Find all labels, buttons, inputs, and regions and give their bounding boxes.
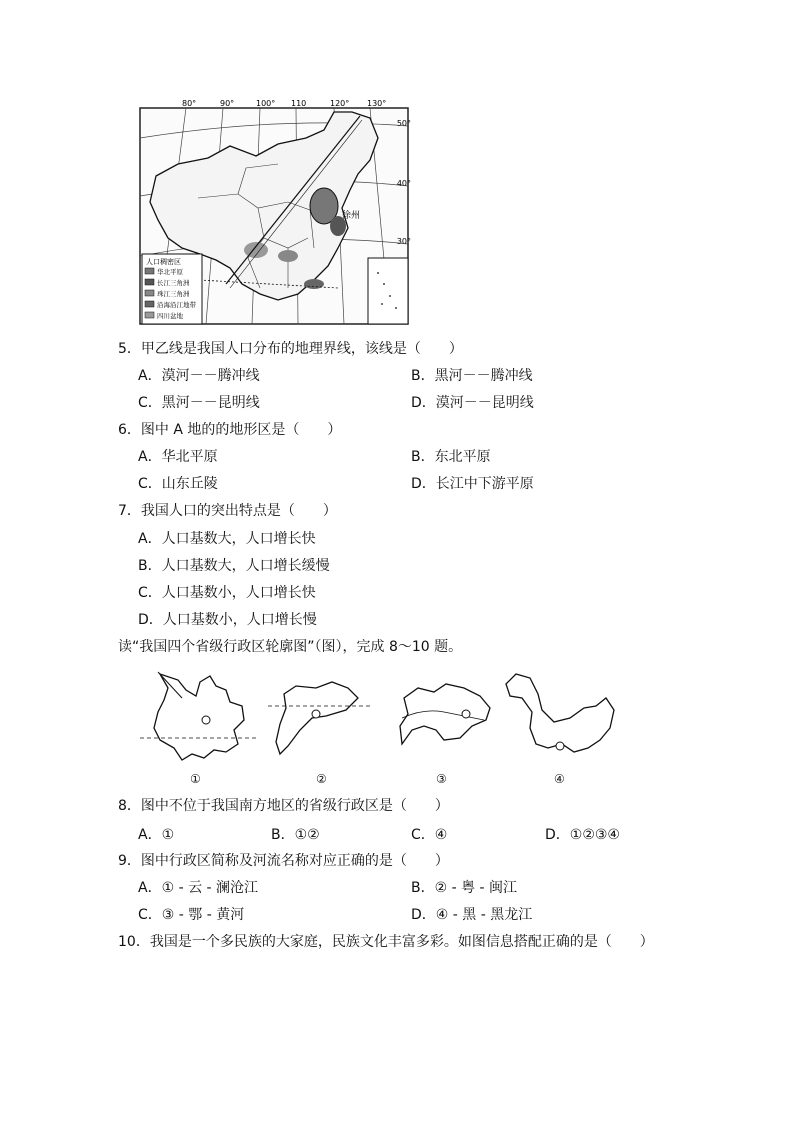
- lon-label-100: 100°: [256, 99, 276, 108]
- lat-label-30: 30°: [396, 237, 411, 246]
- section-intro: 读“我国四个省级行政区轮廓图”（图），完成 8～10 题。: [118, 639, 463, 655]
- q5-option-d[interactable]: D．漠河－－昆明线: [411, 395, 534, 411]
- lat-label-40: 40°: [396, 179, 411, 188]
- q7-stem: 7．我国人口的突出特点是（ ）: [118, 503, 337, 519]
- q8-option-d[interactable]: D．①②③④: [545, 827, 620, 843]
- q6-option-d[interactable]: D．长江中下游平原: [411, 476, 534, 492]
- legend-item-5: 四川盆地: [157, 312, 183, 320]
- province-label-2: ②: [316, 772, 327, 786]
- q9-option-d[interactable]: D．④ - 黑 - 黑龙江: [411, 907, 533, 923]
- place-label-xuzhou: 徐州: [342, 211, 361, 221]
- q7-option-c[interactable]: C．人口基数小，人口增长快: [138, 585, 316, 601]
- province-outline-4: [500, 668, 630, 768]
- legend-item-2: 长江三角洲: [157, 279, 190, 287]
- q8-stem: 8．图中不位于我国南方地区的省级行政区是（ ）: [118, 798, 449, 814]
- q8-option-a[interactable]: A．①: [138, 827, 175, 843]
- lon-label-120: 120°: [330, 99, 350, 108]
- legend-title: 人口稠密区: [146, 258, 181, 266]
- q9-option-b[interactable]: B．② - 粤 - 闽江: [411, 880, 518, 896]
- legend-item-3: 珠江三角洲: [157, 290, 190, 298]
- q10-stem: 10．我国是一个多民族的大家庭，民族文化丰富多彩。如图信息搭配正确的是（ ）: [118, 934, 654, 950]
- legend-item-1: 华北平原: [157, 268, 183, 276]
- q9-option-a[interactable]: A．① - 云 - 澜沧江: [138, 880, 259, 896]
- q6-option-a[interactable]: A．华北平原: [138, 449, 218, 465]
- q9-stem: 9．图中行政区简称及河流名称对应正确的是（ ）: [118, 853, 449, 869]
- q5-option-a[interactable]: A．漠河－－腾冲线: [138, 368, 260, 384]
- lon-label-90: 90°: [220, 99, 235, 108]
- q6-option-b[interactable]: B．东北平原: [411, 449, 491, 465]
- q8-option-b[interactable]: B．①②: [271, 827, 320, 843]
- province-outlines-figure: [130, 668, 630, 790]
- china-population-map: [138, 98, 413, 326]
- q5-option-b[interactable]: B．黑河－－腾冲线: [411, 368, 533, 384]
- province-label-4: ④: [554, 772, 565, 786]
- lat-label-50: 50°: [396, 119, 411, 128]
- q5-option-c[interactable]: C．黑河－－昆明线: [138, 395, 260, 411]
- q5-stem: 5．甲乙线是我国人口分布的地理界线，该线是（ ）: [118, 341, 463, 357]
- lon-label-130: 130°: [367, 99, 387, 108]
- q8-option-c[interactable]: C．④: [411, 827, 448, 843]
- south-sea-inset: [368, 258, 408, 324]
- lon-label-110: 110: [291, 99, 307, 108]
- lon-label-80: 80°: [182, 99, 197, 108]
- q7-option-a[interactable]: A．人口基数大，人口增长快: [138, 531, 316, 547]
- q6-stem: 6．图中 A 地的的地形区是（ ）: [118, 422, 342, 438]
- q7-option-b[interactable]: B．人口基数大，人口增长缓慢: [138, 558, 330, 574]
- province-outline-1: [130, 668, 262, 768]
- province-label-3: ③: [436, 772, 447, 786]
- q6-option-c[interactable]: C．山东丘陵: [138, 476, 218, 492]
- population-map-figure: [138, 98, 413, 326]
- province-outline-2: [266, 668, 378, 768]
- legend-item-4: 沿海沿江地带: [157, 301, 196, 309]
- province-outline-3: [394, 668, 506, 768]
- province-label-1: ①: [190, 772, 201, 786]
- q9-option-c[interactable]: C．③ - 鄂 - 黄河: [138, 907, 245, 923]
- q7-option-d[interactable]: D．人口基数小，人口增长慢: [138, 612, 317, 628]
